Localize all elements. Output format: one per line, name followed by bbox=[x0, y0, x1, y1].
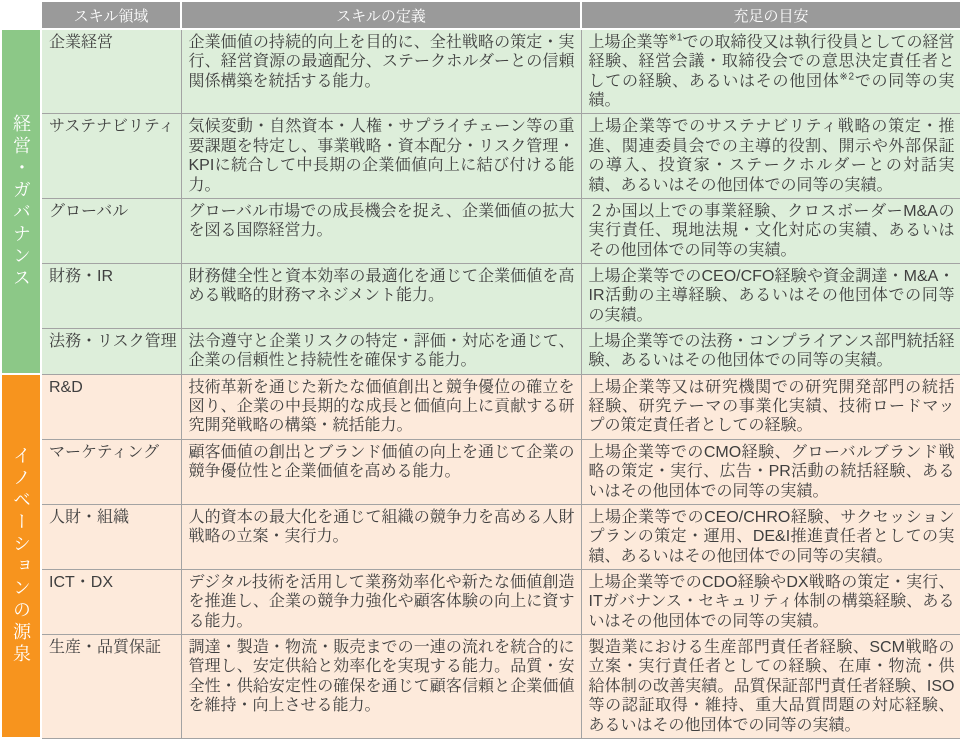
criteria-cell: 製造業における生産部門責任者経験、SCM戦略の立案・実行責任者としての経験、在庫・物流・供給体制の改善実績。品質保証部門責任者経験、ISO等の認証取得・維持、重大品質問題の対応経験、あるいはその他団体での同等の実績。 bbox=[581, 635, 960, 739]
col-header-skill-definition: スキルの定義 bbox=[181, 1, 581, 29]
table-row bbox=[1, 29, 960, 114]
criteria-cell: 上場企業等でのCEO/CFO経験や資金調達・M&A・IR活動の主導経験、あるいはその他団体での同等の実績。 bbox=[581, 263, 960, 328]
table-row bbox=[1, 504, 960, 569]
definition-cell: 財務健全性と資本効率の最適化を通じて企業価値を高める戦略的財務マネジメント能力。 bbox=[181, 263, 581, 328]
definition-cell: グローバル市場での成長機会を捉え、企業価値の拡大を図る国際経営力。 bbox=[181, 198, 581, 263]
criteria-cell: 上場企業等$^{※1}$での取締役又は執行役員としての経営経験、経営会議・取締役会での意思決定責任者としての経験、あるいはその他団体$^{※2}$での同等の実績。 bbox=[581, 29, 960, 114]
domain-cell: マーケティング bbox=[41, 439, 181, 504]
definition-cell: 顧客価値の創出とブランド価値の向上を通じて企業の競争優位性と企業価値を高める能力。 bbox=[181, 439, 581, 504]
table-body bbox=[1, 29, 960, 738]
domain-cell: 法務・リスク管理 bbox=[41, 329, 181, 375]
domain-cell: ICT・DX bbox=[41, 569, 181, 634]
definition-cell: 技術革新を通じた新たな価値創出と競争優位の確立を図り、企業の中長期的な成長と価値向上に貢献する研究開発戦略の構築・統括能力。 bbox=[181, 374, 581, 439]
col-header-skill-domain: スキル領域 bbox=[41, 1, 181, 29]
domain-cell: 財務・IR bbox=[41, 263, 181, 328]
table-row bbox=[1, 374, 960, 439]
table-row bbox=[1, 198, 960, 263]
domain-cell: 生産・品質保証 bbox=[41, 635, 181, 739]
definition-cell: 企業価値の持続的向上を目的に、全社戦略の策定・実行、経営資源の最適配分、ステークホルダーとの信頼関係構築を統括する能力。 bbox=[181, 29, 581, 114]
domain-cell: グローバル bbox=[41, 198, 181, 263]
domain-cell: R&D bbox=[41, 374, 181, 439]
group-label: 経営・ガバナンス bbox=[1, 29, 41, 374]
corner-cell bbox=[1, 1, 41, 29]
definition-cell: デジタル技術を活用して業務効率化や新たな価値創造を推進し、企業の競争力強化や顧客体験の向上に資する能力。 bbox=[181, 569, 581, 634]
criteria-cell: 上場企業等でのCEO/CHRO経験、サクセッションプランの策定・運用、DE&I推進責任者としての実績、あるいはその他団体での同等の実績。 bbox=[581, 504, 960, 569]
criteria-cell: ２か国以上での事業経験、クロスボーダーM&Aの実行責任、現地法規・文化対応の実績、あるいはその他団体での同等の実績。 bbox=[581, 198, 960, 263]
table-row bbox=[1, 635, 960, 739]
criteria-cell: 上場企業等でのCDO経験やDX戦略の策定・実行、ITガバナンス・セキュリティ体制の構築経験、あるいはその他団体での同等の実績。 bbox=[581, 569, 960, 634]
definition-cell: 人的資本の最大化を通じて組織の競争力を高める人財戦略の立案・実行力。 bbox=[181, 504, 581, 569]
table-row bbox=[1, 569, 960, 634]
domain-cell: 企業経営 bbox=[41, 29, 181, 114]
domain-cell: サステナビリティ bbox=[41, 114, 181, 198]
criteria-cell: 上場企業等での法務・コンプライアンス部門統括経験、あるいはその他団体での同等の実績。 bbox=[581, 329, 960, 375]
criteria-cell: 上場企業等でのサステナビリティ戦略の策定・推進、関連委員会での主導的役割、開示や外部保証の導入、投資家・ステークホルダーとの対話実績、あるいはその他団体での同等の実績。 bbox=[581, 114, 960, 198]
table-row bbox=[1, 439, 960, 504]
col-header-criteria: 充足の目安 bbox=[581, 1, 960, 29]
domain-cell: 人財・組織 bbox=[41, 504, 181, 569]
table-row bbox=[1, 263, 960, 328]
table-row bbox=[1, 329, 960, 375]
definition-cell: 法令遵守と企業リスクの特定・評価・対応を通じて、企業の信頼性と持続性を確保する能力。 bbox=[181, 329, 581, 375]
criteria-cell: 上場企業等でのCMO経験、グローバルブランド戦略の策定・実行、広告・PR活動の統括経験、あるいはその他団体での同等の実績。 bbox=[581, 439, 960, 504]
definition-cell: 調達・製造・物流・販売までの一連の流れを統合的に管理し、安定供給と効率化を実現する能力。品質・安全性・供給安定性の確保を通じて顧客信頼と企業価値を維持・向上させる能力。 bbox=[181, 635, 581, 739]
group-label: イノベーションの源泉 bbox=[1, 374, 41, 738]
definition-cell: 気候変動・自然資本・人権・サプライチェーン等の重要課題を特定し、事業戦略・資本配分・リスク管理・KPIに統合して中長期の企業価値向上に結び付ける能力。 bbox=[181, 114, 581, 198]
header-row bbox=[1, 1, 960, 29]
table-row bbox=[1, 114, 960, 198]
criteria-cell: 上場企業等又は研究機関での研究開発部門の統括経験、研究テーマの事業化実績、技術ロードマップの策定責任者としての経験。 bbox=[581, 374, 960, 439]
